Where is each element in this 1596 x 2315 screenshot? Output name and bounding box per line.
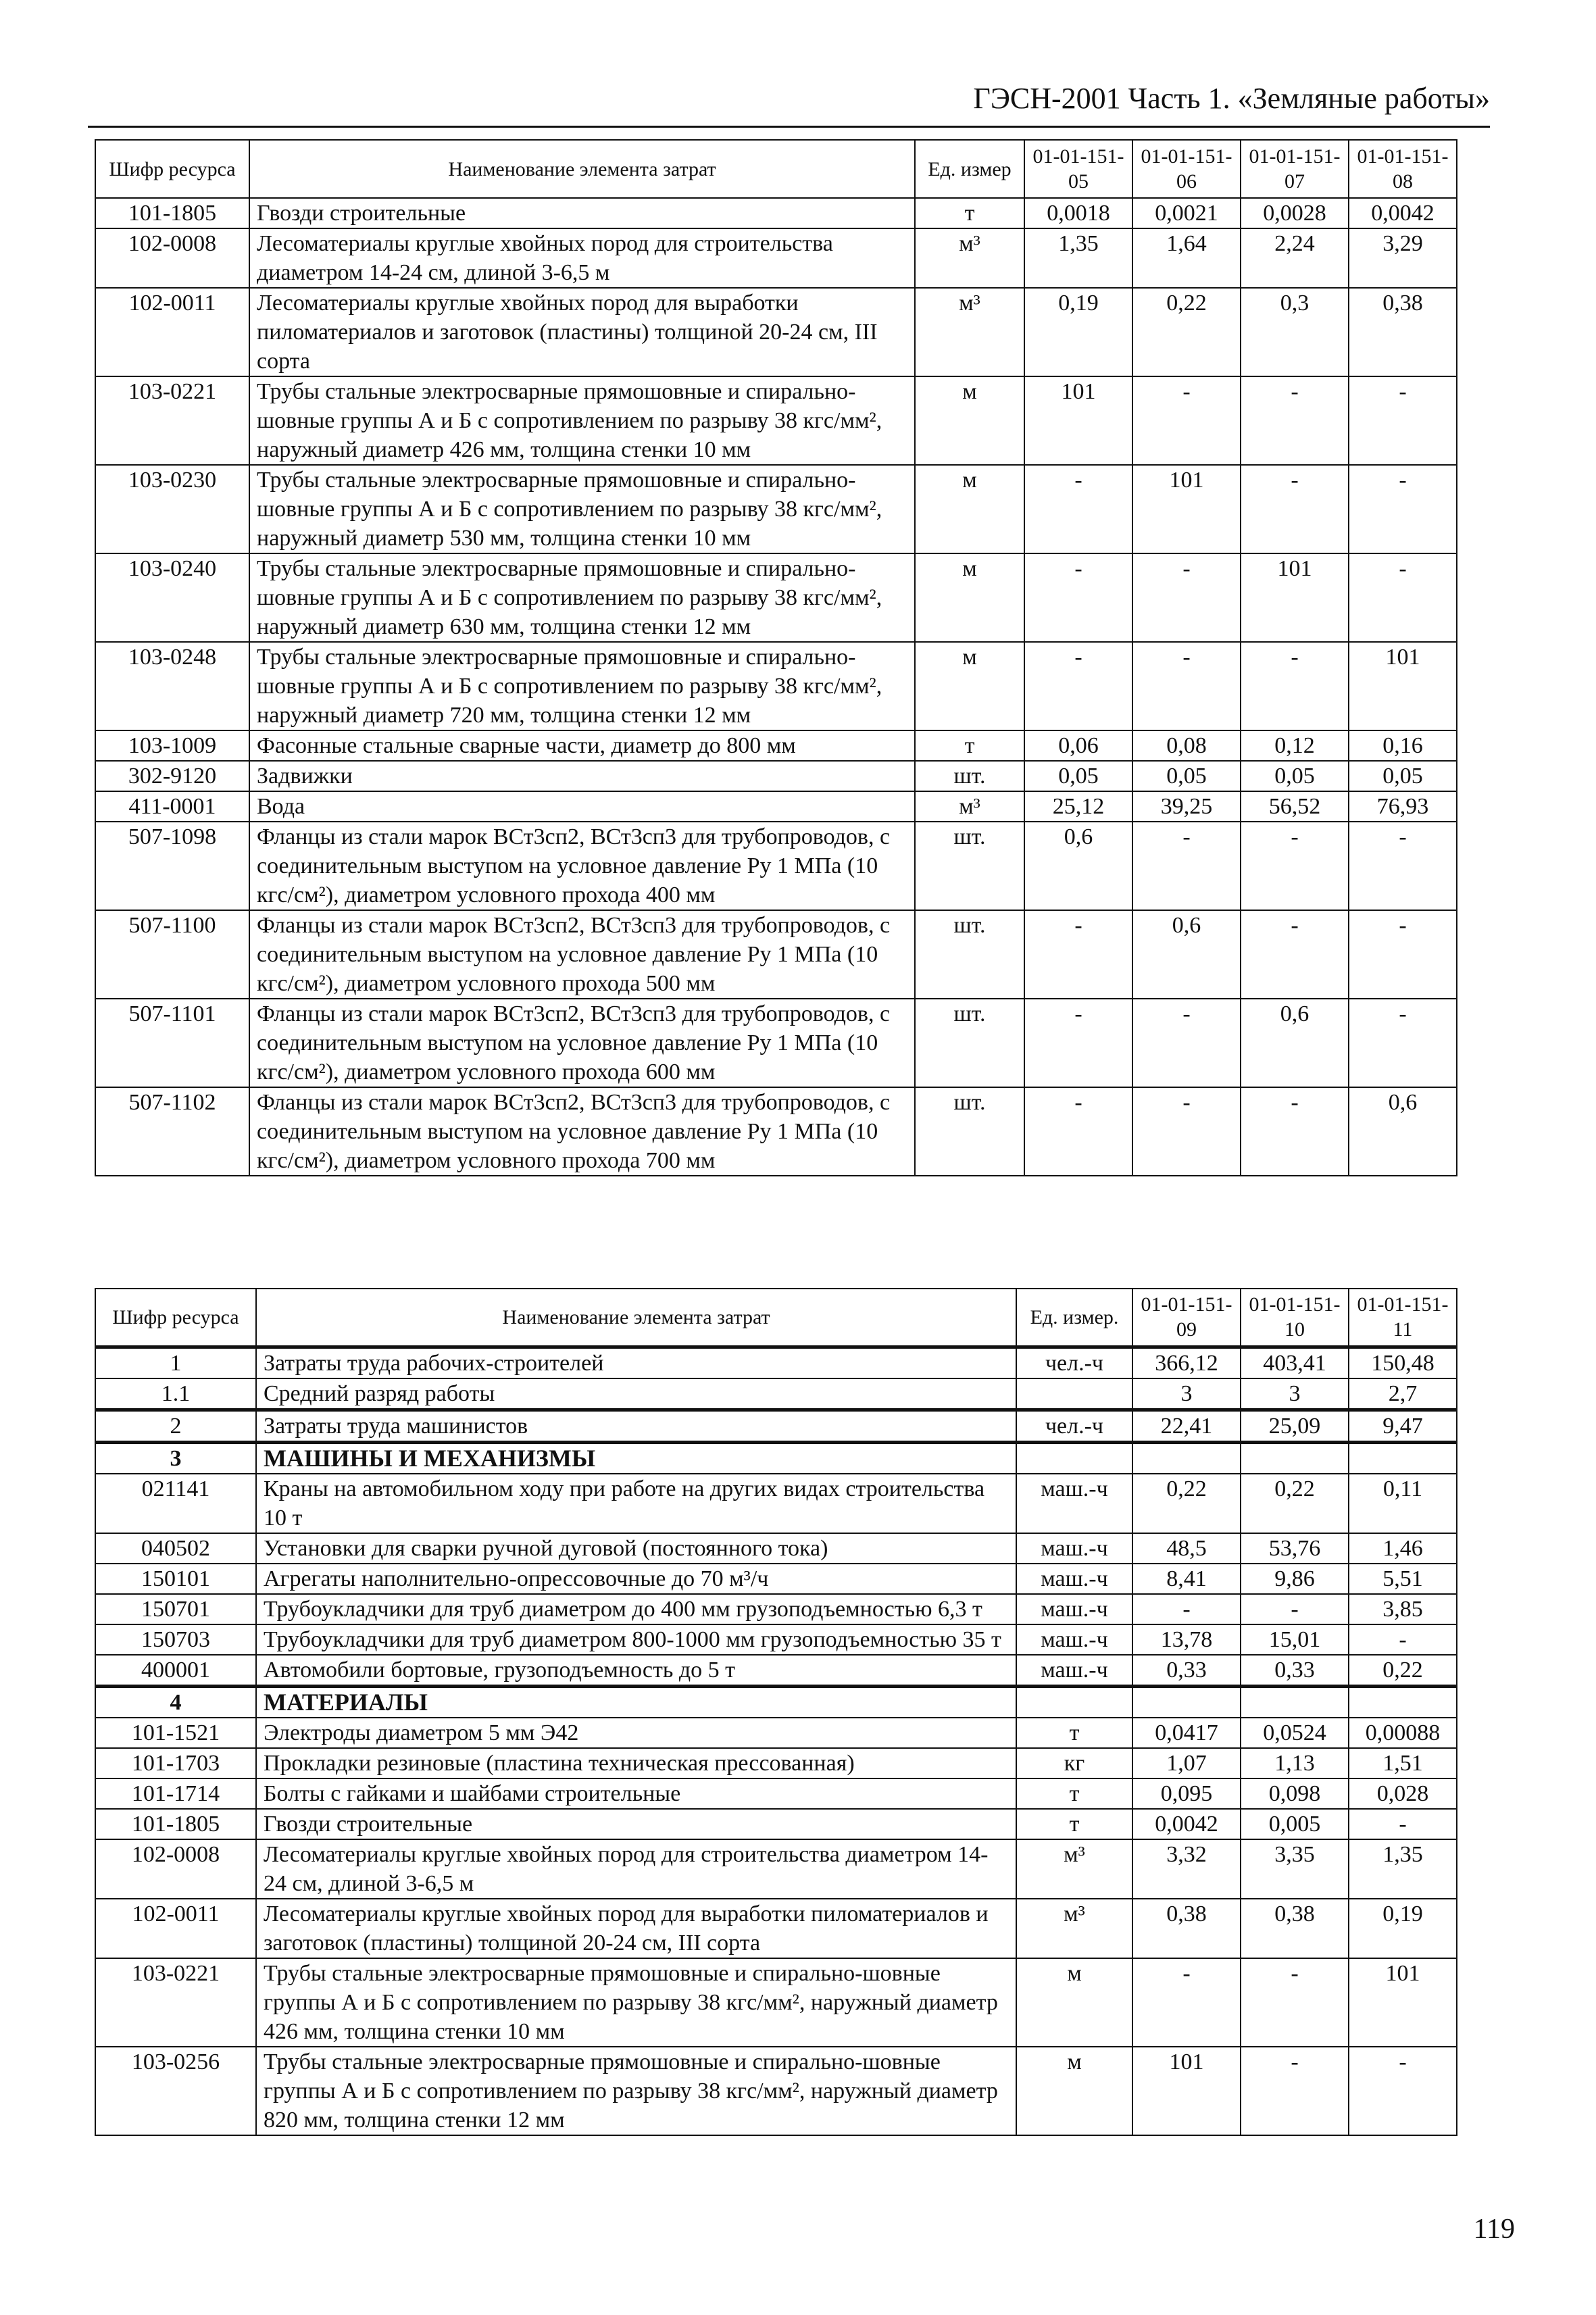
cost-element-name: Болты с гайками и шайбами строительные [256, 1778, 1016, 1809]
cost-element-name: Затраты труда рабочих-строителей [256, 1347, 1016, 1378]
norm-value [1132, 1686, 1241, 1718]
resource-code: 103-0248 [95, 642, 249, 730]
resource-code: 102-0011 [95, 1899, 256, 1958]
table-row [95, 761, 1457, 791]
cost-element-name: Трубы стальные электросварные прямошовные и спирально-шовные группы А и Б с сопротивлением по разрыву 38 кгс/мм², наружный диаметр 426 мм, толщина стенки 10 мм [249, 376, 915, 465]
norm-value: - [1024, 999, 1132, 1087]
table-row [95, 1347, 1457, 1378]
norm-value: 0,05 [1132, 761, 1241, 791]
norm-value: 0,38 [1349, 288, 1457, 376]
norm-value: 0,16 [1349, 730, 1457, 761]
norm-value: 0,0042 [1349, 198, 1457, 228]
norm-value: 9,86 [1241, 1564, 1349, 1594]
section-heading: МАТЕРИАЛЫ [256, 1686, 1016, 1718]
cost-element-name: Фланцы из стали марок ВСт3сп2, ВСт3сп3 для трубопроводов, с соединительным выступом на условное давление Ру 1 МПа (10 кгс/см²), диаметром условного прохода 500 мм [249, 910, 915, 999]
norm-value: 0,098 [1241, 1778, 1349, 1809]
col-header: 01-01-151-06 [1132, 140, 1241, 198]
resource-code: 103-0256 [95, 2047, 256, 2135]
table-row [95, 1378, 1457, 1410]
unit: маш.-ч [1016, 1564, 1132, 1594]
resource-code: 507-1102 [95, 1087, 249, 1176]
unit: т [1016, 1778, 1132, 1809]
norm-value: 101 [1349, 1958, 1457, 2047]
resource-code: 150703 [95, 1624, 256, 1655]
norm-value: 0,6 [1132, 910, 1241, 999]
norm-value: 3 [1132, 1378, 1241, 1410]
cost-element-name: Трубы стальные электросварные прямошовные и спирально-шовные группы А и Б с сопротивлением по разрыву 38 кгс/мм², наружный диаметр 820 мм, толщина стенки 12 мм [256, 2047, 1016, 2135]
norm-value: 101 [1241, 553, 1349, 642]
cost-element-name: Фланцы из стали марок ВСт3сп2, ВСт3сп3 для трубопроводов, с соединительным выступом на условное давление Ру 1 МПа (10 кгс/см²), диаметром условного прохода 600 мм [249, 999, 915, 1087]
col-header: Шифр ресурса [95, 1289, 256, 1347]
norm-value: 1,64 [1132, 228, 1241, 288]
norm-value: 0,11 [1349, 1474, 1457, 1533]
norm-value [1241, 1686, 1349, 1718]
cost-element-name: Установки для сварки ручной дуговой (постоянного тока) [256, 1533, 1016, 1564]
cost-element-name: Трубы стальные электросварные прямошовные и спирально-шовные группы А и Б с сопротивлением по разрыву 38 кгс/мм², наружный диаметр 720 мм, толщина стенки 12 мм [249, 642, 915, 730]
unit: т [1016, 1718, 1132, 1748]
norm-value: 0,22 [1132, 288, 1241, 376]
norm-value: 15,01 [1241, 1624, 1349, 1655]
norm-value: 0,028 [1349, 1778, 1457, 1809]
norm-value: 39,25 [1132, 791, 1241, 822]
norm-value: 0,05 [1024, 761, 1132, 791]
resource-code: 1.1 [95, 1378, 256, 1410]
norm-value: - [1132, 553, 1241, 642]
norm-value: - [1132, 376, 1241, 465]
unit: м³ [1016, 1899, 1132, 1958]
resource-code: 103-1009 [95, 730, 249, 761]
norm-value: - [1024, 642, 1132, 730]
norm-value: 22,41 [1132, 1410, 1241, 1442]
norm-value: - [1241, 1958, 1349, 2047]
col-header: 01-01-151-09 [1132, 1289, 1241, 1347]
table-row [95, 1718, 1457, 1748]
norm-value: 3 [1241, 1378, 1349, 1410]
unit: чел.-ч [1016, 1347, 1132, 1378]
norm-value: 2,7 [1349, 1378, 1457, 1410]
resource-code: 302-9120 [95, 761, 249, 791]
table-row [95, 642, 1457, 730]
norm-value: - [1349, 465, 1457, 553]
cost-element-name: Гвозди строительные [256, 1809, 1016, 1839]
cost-element-name: Лесоматериалы круглые хвойных пород для строительства диаметром 14-24 см, длиной 3-6,5 м [256, 1839, 1016, 1899]
unit: маш.-ч [1016, 1533, 1132, 1564]
cost-element-name: Лесоматериалы круглые хвойных пород для строительства диаметром 14-24 см, длиной 3-6,5 м [249, 228, 915, 288]
norm-value: 3,32 [1132, 1839, 1241, 1899]
table-row [95, 999, 1457, 1087]
norm-value: 0,0042 [1132, 1809, 1241, 1839]
cost-element-name: Краны на автомобильном ходу при работе на других видах строительства 10 т [256, 1474, 1016, 1533]
unit: маш.-ч [1016, 1474, 1132, 1533]
norm-value [1349, 1686, 1457, 1718]
resource-code: 103-0221 [95, 1958, 256, 2047]
norm-value: 0,19 [1024, 288, 1132, 376]
resource-code: 101-1805 [95, 198, 249, 228]
table-row [95, 1442, 1457, 1474]
norm-value: 3,29 [1349, 228, 1457, 288]
table-row [95, 791, 1457, 822]
norm-value: - [1024, 910, 1132, 999]
resource-code: 507-1101 [95, 999, 249, 1087]
page-header-title: ГЭСН-2001 Часть 1. «Земляные работы» [973, 82, 1490, 115]
norm-value: 25,09 [1241, 1410, 1349, 1442]
norm-value: 0,0524 [1241, 1718, 1349, 1748]
norm-value: 0,0417 [1132, 1718, 1241, 1748]
unit: м [915, 376, 1024, 465]
table-row [95, 1809, 1457, 1839]
table-row [95, 1624, 1457, 1655]
norm-value: 0,0018 [1024, 198, 1132, 228]
section-heading: МАШИНЫ И МЕХАНИЗМЫ [256, 1442, 1016, 1474]
cost-element-name: Трубоукладчики для труб диаметром до 400 мм грузоподъемностью 6,3 т [256, 1594, 1016, 1624]
norm-value: 0,095 [1132, 1778, 1241, 1809]
norm-value: - [1241, 910, 1349, 999]
resource-code: 101-1521 [95, 1718, 256, 1748]
norm-value: 1,35 [1024, 228, 1132, 288]
unit: м [1016, 2047, 1132, 2135]
resource-code: 021141 [95, 1474, 256, 1533]
norm-value: 1,07 [1132, 1748, 1241, 1778]
resource-code: 507-1098 [95, 822, 249, 910]
norm-value: 101 [1024, 376, 1132, 465]
unit: м³ [915, 228, 1024, 288]
norm-value: 0,05 [1349, 761, 1457, 791]
norm-value: - [1349, 822, 1457, 910]
table-row [95, 1686, 1457, 1718]
unit: чел.-ч [1016, 1410, 1132, 1442]
cost-element-name: Фасонные стальные сварные части, диаметр до 800 мм [249, 730, 915, 761]
norm-value: 0,6 [1349, 1087, 1457, 1176]
cost-element-name: Трубоукладчики для труб диаметром 800-1000 мм грузоподъемностью 35 т [256, 1624, 1016, 1655]
unit: шт. [915, 999, 1024, 1087]
norm-value: 2,24 [1241, 228, 1349, 288]
norm-value: 1,35 [1349, 1839, 1457, 1899]
resource-code: 101-1805 [95, 1809, 256, 1839]
resource-code: 507-1100 [95, 910, 249, 999]
table-row [95, 288, 1457, 376]
resource-code: 102-0008 [95, 1839, 256, 1899]
norm-value: 1,46 [1349, 1533, 1457, 1564]
norm-value: 0,6 [1024, 822, 1132, 910]
norm-value: 403,41 [1241, 1347, 1349, 1378]
norm-value: 0,22 [1241, 1474, 1349, 1533]
cost-element-name: Автомобили бортовые, грузоподъемность до 5 т [256, 1655, 1016, 1687]
resource-code: 103-0230 [95, 465, 249, 553]
norm-value: 56,52 [1241, 791, 1349, 822]
norm-value: 3,85 [1349, 1594, 1457, 1624]
resource-code: 101-1703 [95, 1748, 256, 1778]
col-header: 01-01-151-11 [1349, 1289, 1457, 1347]
table-row [95, 1087, 1457, 1176]
norm-value: 0,38 [1132, 1899, 1241, 1958]
table-row [95, 1410, 1457, 1442]
unit [1016, 1686, 1132, 1718]
resource-code: 4 [95, 1686, 256, 1718]
col-header: Шифр ресурса [95, 140, 249, 198]
norm-value: 0,33 [1241, 1655, 1349, 1687]
resource-table-2 [95, 1288, 1457, 2136]
cost-element-name: Трубы стальные электросварные прямошовные и спирально-шовные группы А и Б с сопротивлением по разрыву 38 кгс/мм², наружный диаметр 426 мм, толщина стенки 10 мм [256, 1958, 1016, 2047]
resource-code: 150701 [95, 1594, 256, 1624]
norm-value: - [1132, 999, 1241, 1087]
norm-value: 101 [1349, 642, 1457, 730]
norm-value: - [1132, 642, 1241, 730]
norm-value: - [1241, 1087, 1349, 1176]
norm-value [1349, 1442, 1457, 1474]
norm-value [1132, 1442, 1241, 1474]
unit: маш.-ч [1016, 1594, 1132, 1624]
norm-value: 0,0021 [1132, 198, 1241, 228]
unit: шт. [915, 822, 1024, 910]
col-header: 01-01-151-08 [1349, 140, 1457, 198]
resource-code: 040502 [95, 1533, 256, 1564]
table-row [95, 822, 1457, 910]
norm-value: 150,48 [1349, 1347, 1457, 1378]
norm-value: - [1241, 376, 1349, 465]
col-header: 01-01-151-05 [1024, 140, 1132, 198]
norm-value: 0,6 [1241, 999, 1349, 1087]
norm-value [1241, 1442, 1349, 1474]
resource-code: 102-0011 [95, 288, 249, 376]
cost-element-name: Средний разряд работы [256, 1378, 1016, 1410]
unit: т [915, 198, 1024, 228]
norm-value: 0,005 [1241, 1809, 1349, 1839]
norm-value: 366,12 [1132, 1347, 1241, 1378]
unit: м [915, 465, 1024, 553]
col-header: Наименование элемента затрат [249, 140, 915, 198]
norm-value: 0,00088 [1349, 1718, 1457, 1748]
norm-value: - [1241, 822, 1349, 910]
cost-element-name: Агрегаты наполнительно-опрессовочные до 70 м³/ч [256, 1564, 1016, 1594]
cost-element-name: Фланцы из стали марок ВСт3сп2, ВСт3сп3 для трубопроводов, с соединительным выступом на условное давление Ру 1 МПа (10 кгс/см²), диаметром условного прохода 400 мм [249, 822, 915, 910]
norm-value: 76,93 [1349, 791, 1457, 822]
table-row [95, 1655, 1457, 1687]
unit: м [1016, 1958, 1132, 2047]
norm-value: - [1132, 1594, 1241, 1624]
norm-value: - [1241, 642, 1349, 730]
norm-value: - [1132, 1958, 1241, 2047]
table-row [95, 1533, 1457, 1564]
unit [1016, 1442, 1132, 1474]
norm-value: - [1349, 2047, 1457, 2135]
resource-code: 411-0001 [95, 791, 249, 822]
cost-element-name: Трубы стальные электросварные прямошовные и спирально-шовные группы А и Б с сопротивлением по разрыву 38 кгс/мм², наружный диаметр 530 мм, толщина стенки 10 мм [249, 465, 915, 553]
unit: маш.-ч [1016, 1624, 1132, 1655]
norm-value: 3,35 [1241, 1839, 1349, 1899]
cost-element-name: Прокладки резиновые (пластина техническая прессованная) [256, 1748, 1016, 1778]
unit: шт. [915, 1087, 1024, 1176]
norm-value: 0,33 [1132, 1655, 1241, 1687]
norm-value: - [1132, 822, 1241, 910]
table-row [95, 465, 1457, 553]
norm-value: 0,12 [1241, 730, 1349, 761]
norm-value: - [1241, 1594, 1349, 1624]
table-row [95, 553, 1457, 642]
norm-value: 0,0028 [1241, 198, 1349, 228]
table-row [95, 376, 1457, 465]
resource-code: 103-0221 [95, 376, 249, 465]
norm-value: 9,47 [1349, 1410, 1457, 1442]
norm-value: - [1024, 1087, 1132, 1176]
table-row [95, 1839, 1457, 1899]
norm-value: - [1024, 553, 1132, 642]
norm-value: - [1241, 465, 1349, 553]
norm-value: 8,41 [1132, 1564, 1241, 1594]
cost-element-name: Лесоматериалы круглые хвойных пород для выработки пиломатериалов и заготовок (пластины) толщиной 20-24 см, III сорта [256, 1899, 1016, 1958]
unit: маш.-ч [1016, 1655, 1132, 1687]
norm-value: - [1241, 2047, 1349, 2135]
col-header: Ед. измер [915, 140, 1024, 198]
resource-code: 150101 [95, 1564, 256, 1594]
cost-element-name: Вода [249, 791, 915, 822]
unit: м [915, 553, 1024, 642]
unit: шт. [915, 761, 1024, 791]
resource-code: 1 [95, 1347, 256, 1378]
norm-value: 25,12 [1024, 791, 1132, 822]
table-row [95, 1958, 1457, 2047]
norm-value: - [1349, 910, 1457, 999]
norm-value: 1,51 [1349, 1748, 1457, 1778]
norm-value: 0,38 [1241, 1899, 1349, 1958]
unit: т [915, 730, 1024, 761]
table-row [95, 1899, 1457, 1958]
norm-value: 13,78 [1132, 1624, 1241, 1655]
norm-value: 1,13 [1241, 1748, 1349, 1778]
cost-element-name: Затраты труда машинистов [256, 1410, 1016, 1442]
norm-value: 5,51 [1349, 1564, 1457, 1594]
col-header: Наименование элемента затрат [256, 1289, 1016, 1347]
table-row [95, 1748, 1457, 1778]
norm-value: - [1349, 1809, 1457, 1839]
header-rule [88, 126, 1490, 128]
norm-value: - [1349, 376, 1457, 465]
norm-value: 0,3 [1241, 288, 1349, 376]
norm-value: 0,22 [1132, 1474, 1241, 1533]
col-header: Ед. измер. [1016, 1289, 1132, 1347]
page-number: 119 [1473, 2214, 1515, 2245]
col-header: 01-01-151-10 [1241, 1289, 1349, 1347]
cost-element-name: Лесоматериалы круглые хвойных пород для выработки пиломатериалов и заготовок (пластины) толщиной 20-24 см, III сорта [249, 288, 915, 376]
table-row [95, 730, 1457, 761]
col-header: 01-01-151-07 [1241, 140, 1349, 198]
resource-code: 400001 [95, 1655, 256, 1687]
unit: шт. [915, 910, 1024, 999]
norm-value: 48,5 [1132, 1533, 1241, 1564]
cost-element-name: Гвозди строительные [249, 198, 915, 228]
norm-value: - [1349, 553, 1457, 642]
table-row [95, 1564, 1457, 1594]
table-row [95, 1474, 1457, 1533]
unit: м³ [915, 288, 1024, 376]
table-row [95, 2047, 1457, 2135]
resource-code: 3 [95, 1442, 256, 1474]
norm-value: 101 [1132, 2047, 1241, 2135]
resource-code: 103-0240 [95, 553, 249, 642]
unit: т [1016, 1809, 1132, 1839]
unit: м³ [1016, 1839, 1132, 1899]
table-row [95, 910, 1457, 999]
resource-table-1 [95, 139, 1457, 1176]
table-row [95, 198, 1457, 228]
norm-value: - [1349, 1624, 1457, 1655]
unit: м³ [915, 791, 1024, 822]
cost-element-name: Фланцы из стали марок ВСт3сп2, ВСт3сп3 для трубопроводов, с соединительным выступом на условное давление Ру 1 МПа (10 кгс/см²), диаметром условного прохода 700 мм [249, 1087, 915, 1176]
norm-value: - [1132, 1087, 1241, 1176]
cost-element-name: Электроды диаметром 5 мм Э42 [256, 1718, 1016, 1748]
norm-value: 0,06 [1024, 730, 1132, 761]
unit [1016, 1378, 1132, 1410]
unit: кг [1016, 1748, 1132, 1778]
cost-element-name: Трубы стальные электросварные прямошовные и спирально-шовные группы А и Б с сопротивлением по разрыву 38 кгс/мм², наружный диаметр 630 мм, толщина стенки 12 мм [249, 553, 915, 642]
resource-code: 2 [95, 1410, 256, 1442]
norm-value: 101 [1132, 465, 1241, 553]
norm-value: 0,08 [1132, 730, 1241, 761]
norm-value: 0,19 [1349, 1899, 1457, 1958]
norm-value: - [1349, 999, 1457, 1087]
norm-value: 0,05 [1241, 761, 1349, 791]
norm-value: - [1024, 465, 1132, 553]
unit: м [915, 642, 1024, 730]
table-row [95, 228, 1457, 288]
cost-element-name: Задвижки [249, 761, 915, 791]
table-row [95, 1594, 1457, 1624]
resource-code: 101-1714 [95, 1778, 256, 1809]
norm-value: 0,22 [1349, 1655, 1457, 1687]
table-row [95, 1778, 1457, 1809]
resource-code: 102-0008 [95, 228, 249, 288]
norm-value: 53,76 [1241, 1533, 1349, 1564]
